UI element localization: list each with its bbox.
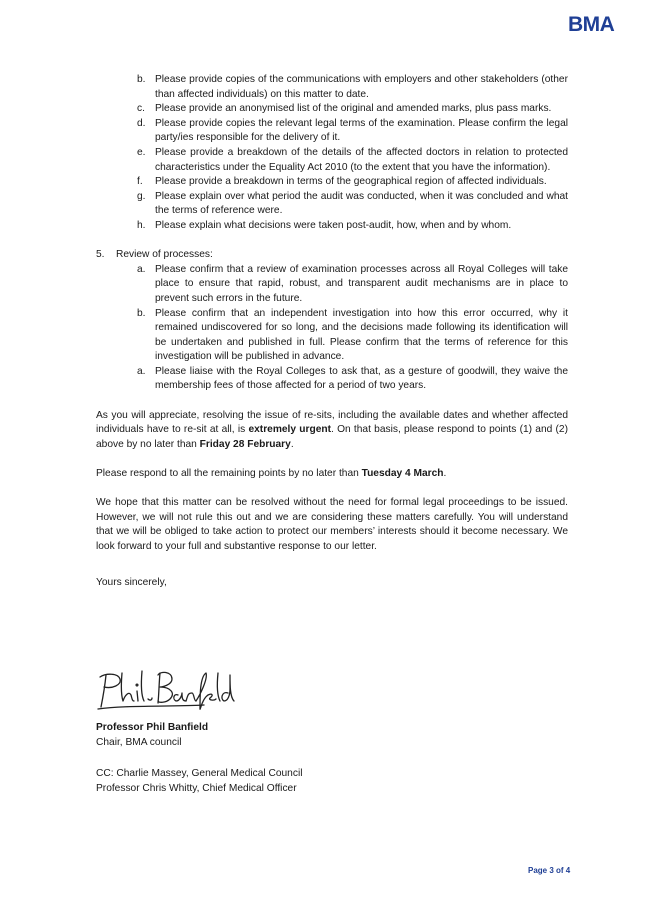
list-item: h. Please explain what decisions were taken post-audit, how, when and by whom. [137, 219, 512, 231]
list-item: e. Please provide a breakdown of the details of the affected doctors in relation to protected characteristics under the Equality Act 2010 (to the extent that you have the information). [137, 146, 568, 173]
list-item: g. Please explain over what period the audit was conducted, when it was concluded and what the terms of reference were. [137, 190, 568, 217]
list-item: f. Please provide a breakdown in terms of the geographical region of affected individuals. [137, 176, 547, 188]
list-item: c. Please provide an anonymised list of the original and amended marks, plus pass marks. [137, 103, 552, 115]
deadline-date: Friday 28 February [199, 438, 291, 450]
sign-off: Yours sincerely, [96, 576, 167, 588]
closing-paragraph: We hope that this matter can be resolved without the need for formal legal proceedings to be issued. However, we will not rule this out and we are considering these matters carefully. You will understand that we will be obliged to take action to protect our members’ interests should it become necessary. We look forward to your full and substantive response to our letter. [96, 497, 568, 552]
bma-logo: BMA [568, 13, 615, 36]
signer-block [96, 721, 208, 750]
cc-line: CC: Charlie Massey, General Medical Council [96, 768, 303, 779]
list-item: b. Please provide copies of the communications with employers and other stakeholders (other than affected individuals) on this matter to date. [137, 74, 568, 100]
letter-body [96, 73, 568, 590]
list-item: a. Please confirm that a review of examination processes across all Royal Colleges will take place to ensure that rapid, robust, and transparent audit mechanisms are in place to prevent such errors in the future. [137, 263, 568, 304]
cc-line: Professor Chris Whitty, Chief Medical Officer [96, 782, 297, 794]
section-5-review-of-processes [96, 248, 568, 394]
list-item: b. Please confirm that an independent investigation into how this error occurred, why it remained undiscovered for so long, and the decisions made following its identification will be undertaken and published in full. Please confirm that the terms of reference for this investigation will be published in advance. [137, 307, 568, 363]
cc-block [96, 767, 302, 796]
signer-name: Professor Phil Banfield [96, 722, 209, 733]
list-item: a. Please liaise with the Royal Colleges to ask that, as a gesture of goodwill, they waive the membership fees of those affected for a period of two years. [137, 365, 568, 392]
section-5-list [116, 263, 568, 394]
urgency-paragraph: As you will appreciate, resolving the issue of re-sits, including the available dates and whether affected individuals have to re-sit at all, is extremely urgent. On that basis, please respond to points (1) and (2) above by no later than Friday 28 February. [96, 409, 568, 450]
section-number: 5. [96, 249, 105, 261]
signer-role: Chair, BMA council [96, 736, 182, 748]
page-number: Page 3 of 4 [528, 866, 571, 875]
emphasis: extremely urgent [248, 424, 331, 436]
section-title: Review of processes: [116, 249, 213, 261]
continued-request-list [96, 73, 568, 234]
handwritten-signature [96, 665, 238, 715]
remaining-points-paragraph: Please respond to all the remaining points by no later than Tuesday 4 March. [96, 468, 447, 480]
deadline-date: Tuesday 4 March [361, 468, 444, 480]
list-item: d. Please provide copies the relevant legal terms of the examination. Please confirm the legal party/ies responsible for the delivery of it. [137, 117, 568, 144]
